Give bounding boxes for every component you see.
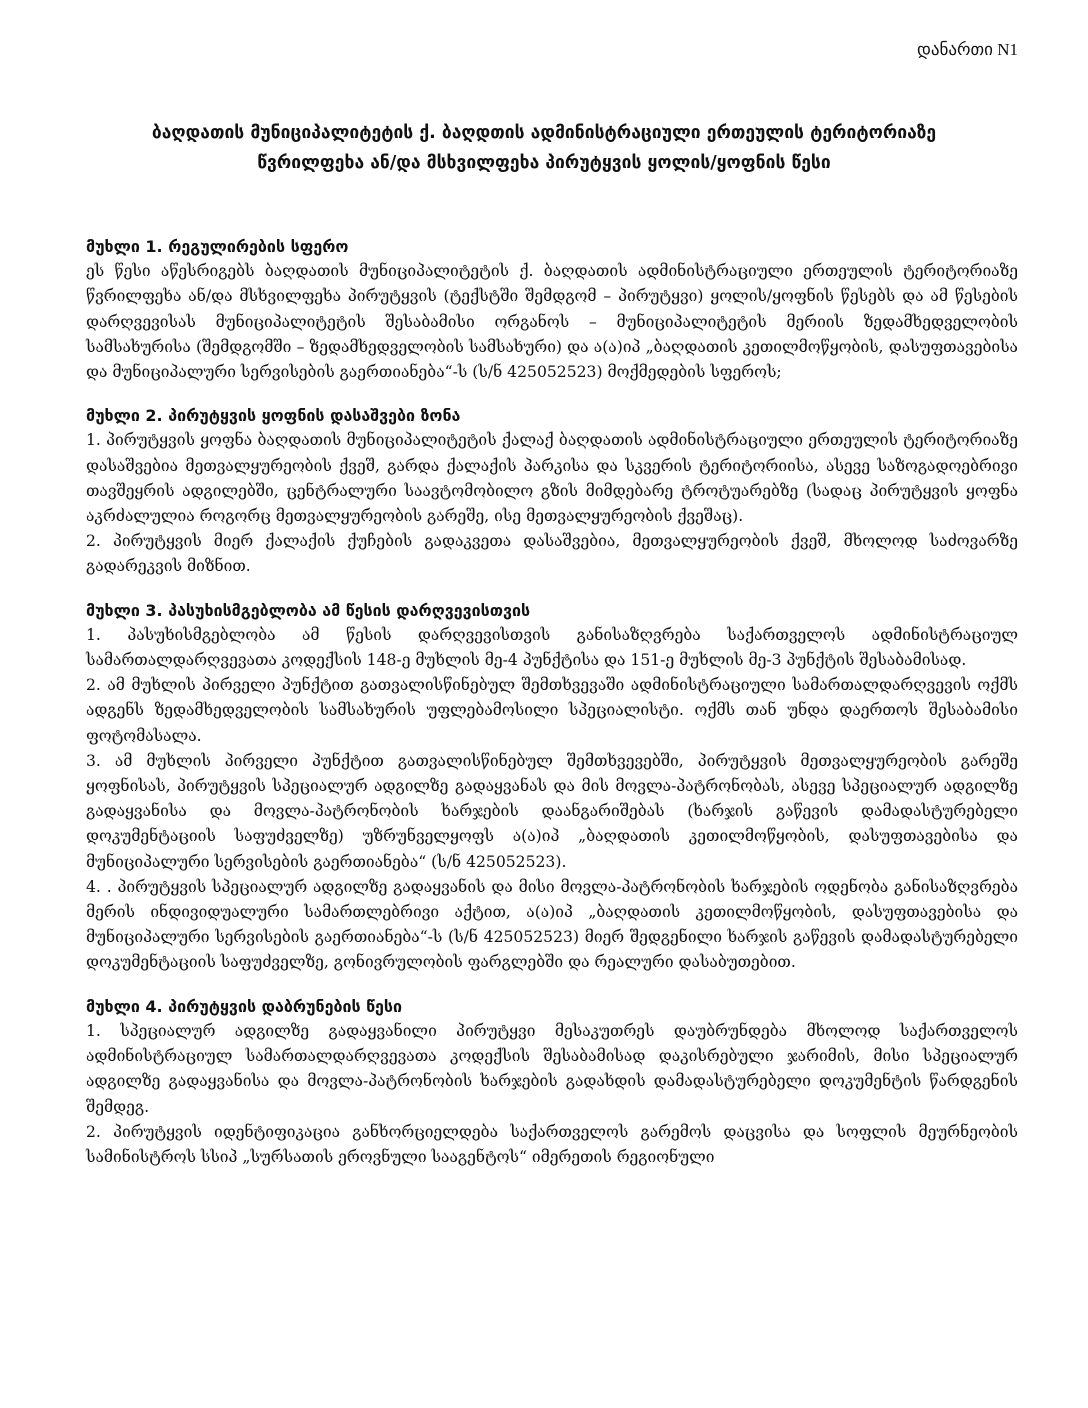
article-paragraph: 3. ამ მუხლის პირველი პუნქტით გათვალისწინებულ შემთხვევებში, პირუტყვის მეთვალყურეობის გარეშე ყოფნისას, პირუტყვის სპეციალურ ადგილზე გადაყვანას და მის მოვლა-პატრონობას, ასევე სპეციალურ ადგილზე გადაყვანისა და მოვლა-პატრონობის ხარჯების დაანგარიშებას (ხარჯის გაწევის დამადასტურებელი დოკუმენტაციის საფუძველზე) უზრუნველყოფს ა(ა)იპ „ბაღდათის კეთილმოწყობის, დასუფთავებისა და მუნიციპალური სერვისების გაერთიანება“ (ს/ნ 425052523). <box>86 751 1018 871</box>
article-title: მუხლი 4. პირუტყვის დაბრუნების წესი <box>86 996 402 1016</box>
document-title <box>70 118 1018 178</box>
article-paragraph: 2. ამ მუხლის პირველი პუნქტით გათვალისწინებულ შემთხვევაში ადმინისტრაციული სამართალდარღვევის ოქმს ადგენს ზედამხედველობის სამსახურის უფლებამოსილი სპეციალისტი. ოქმს თან უნდა დაერთოს შესაბამისი ფოტომასალა. <box>86 676 1018 745</box>
article-3 <box>86 598 1018 976</box>
article-1 <box>86 234 1018 385</box>
article-paragraph: 1. სპეციალურ ადგილზე გადაყვანილი პირუტყვი მესაკუთრეს დაუბრუნდება მხოლოდ საქართველოს ადმინისტრაციულ სამართალდარღვევათა კოდექსის შესაბამისად დაკისრებული ჯარიმის, მისი სპეციალურ ადგილზე გადაყვანისა და მოვლა-პატრონობის ხარჯების გადახდის დამადასტურებელი დოკუმენტის წარდგენის შემდეგ. <box>86 1021 1018 1116</box>
title-line-1: ბაღდათის მუნიციპალიტეტის ქ. ბაღდთის ადმინისტრაციული ერთეულის ტერიტორიაზე <box>151 123 937 143</box>
title-line-2: წვრილფეხა ან/და მსხვილფეხა პირუტყვის ყოლის/ყოფნის წესი <box>257 153 831 173</box>
article-paragraph: 4. . პირუტყვის სპეციალურ ადგილზე გადაყვანის და მისი მოვლა-პატრონობის ხარჯების ოდენობა განისაზღვრება მერის ინდივიდუალური სამართლებრივი აქტით, ა(ა)იპ „ბაღდათის კეთილმოწყობის, დასუფთავებისა და მუნიციპალური სერვისების გაერთიანება“-ს (ს/ნ 425052523) მიერ შედგენილი ხარჯის გაწევის დამადასტურებელი დოკუმენტაციის საფუძველზე, გონივრულობის ფარგლებში და რეალური დასაბუთებით. <box>86 877 1018 972</box>
article-paragraph: 1. პირუტყვის ყოფნა ბაღდათის მუნიციპალიტეტის ქალაქ ბაღდათის ადმინისტრაციული ერთეულის ტერიტორიაზე დასაშვებია მეთვალყურეობის ქვეშ, გარდა ქალაქის პარკისა და სკვერის ტერიტორიისა, ასევე საზოგადოებრივი თავშეყრის ადგილებში, ცენტრალური საავტომობილო გზის მიმდებარე ტროტუარებზე (სადაც პირუტყვის ყოფნა აკრძალულია როგორც მეთვალყურეობის გარეშე, ისე მეთვალყურეობის ქვეშაც). <box>86 431 1018 526</box>
annex-label: დანართი N1 <box>916 40 1018 59</box>
article-paragraph: 1. პასუხისმგებლობა ამ წესის დარღვევისთვის განისაზღვრება საქართველოს ადმინისტრაციულ სამართალდარღვევათა კოდექსის 148-ე მუხლის მე-4 პუნქტისა და 151-ე მუხლის მე-3 პუნქტის შესაბამისად. <box>86 625 1018 670</box>
document-body <box>86 234 1018 1188</box>
article-paragraph: ეს წესი აწესრიგებს ბაღდათის მუნიციპალიტეტის ქ. ბაღდათის ადმინისტრაციული ერთეულის ტერიტორიაზე წვრილფეხა ან/და მსხვილფეხა პირუტყვის (ტექსტში შემდგომ – პირუტყვი) ყოლის/ყოფნის წესებს და ამ წესების დარღვევისას მუნიციპალიტეტის შესაბამისი ორგანოს – მუნიციპალიტეტის მერიის ზედამხედველობის სამსახურისა (შემდგომში – ზედამხედველობის სამსახური) და ა(ა)იპ „ბაღდათის კეთილმოწყობის, დასუფთავებისა და მუნიციპალური სერვისების გაერთიანება“-ს (ს/ნ 425052523) მოქმედების სფეროს; <box>86 262 1018 382</box>
article-title: მუხლი 2. პირუტყვის ყოფნის დასაშვები ზონა <box>86 406 461 426</box>
article-title: მუხლი 1. რეგულირების სფერო <box>86 237 349 256</box>
article-paragraph: 2. პირუტყვის მიერ ქალაქის ქუჩების გადაკვეთა დასაშვებია, მეთვალყურეობის ქვეშ, მხოლოდ საძოვარზე გადარეკვის მიზნით. <box>86 532 1018 576</box>
article-4 <box>86 994 1018 1170</box>
article-2 <box>86 403 1018 579</box>
article-paragraph: 2. პირუტყვის იდენტიფიკაცია განხორციელდება საქართველოს გარემოს დაცვისა და სოფლის მეურნეობის სამინისტროს სსიპ „სურსათის ეროვნული სააგენტოს“ იმერეთის რეგიონული <box>86 1122 1018 1166</box>
article-title: მუხლი 3. პასუხისმგებლობა ამ წესის დარღვევისთვის <box>86 600 531 620</box>
